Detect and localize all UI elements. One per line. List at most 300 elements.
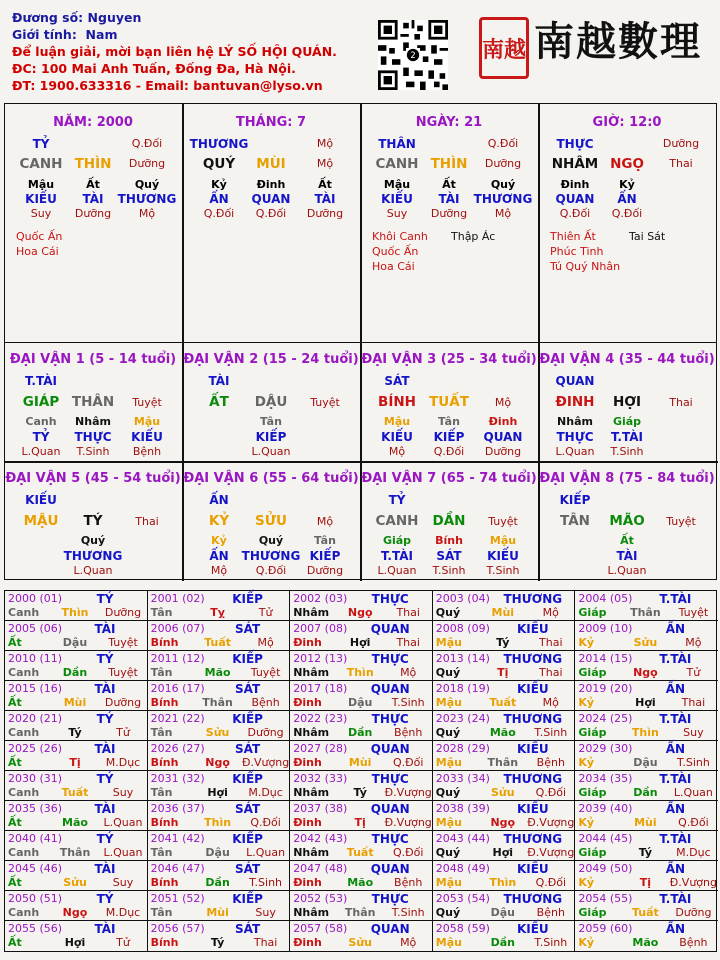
dai-van-stage: Tuyệt (666, 515, 696, 528)
year-branch: Tị (354, 816, 366, 829)
hidden-ten-god: ẤN (209, 192, 229, 206)
star-label: Tai Sát (629, 230, 666, 243)
hidden-ten-god: KIẾP (309, 549, 341, 563)
year-branch: Tuất (346, 846, 374, 859)
year-branch: Mão (489, 726, 516, 739)
year-cell (5, 711, 148, 741)
year-branch: Mùi (491, 606, 515, 619)
dai-van-stage: Tuyệt (488, 515, 518, 528)
dai-van-stem: CANH (375, 513, 419, 529)
year-cell (575, 771, 718, 801)
year-stage: Dưỡng (104, 696, 142, 709)
year-ten-god: THỰC (371, 592, 409, 606)
year-branch: Tuất (204, 636, 231, 649)
dai-van-ten-god: TÀI (208, 374, 230, 388)
year-cell (290, 681, 433, 711)
year-label: 2023 (24) (435, 712, 490, 725)
year-stem: Giáp (578, 726, 607, 739)
hidden-stage: Mộ (138, 207, 156, 220)
year-label: 2003 (04) (435, 592, 490, 605)
year-branch: Dậu (490, 906, 515, 919)
year-stage: Tuyệt (250, 666, 281, 679)
year-branch: Tuất (631, 906, 659, 919)
year-cell (290, 831, 433, 861)
hidden-stem: Ất (86, 178, 100, 191)
dai-van-branch: MÃO (609, 513, 645, 529)
year-branch: Dậu (205, 846, 230, 859)
year-branch: Hợi (64, 936, 86, 949)
hidden-ten-god: ẤN (209, 549, 229, 563)
year-label: 2035 (36) (8, 802, 63, 815)
year-branch: Dậu (633, 756, 658, 769)
pillar-stage-top: Q.Đối (131, 137, 163, 150)
year-ten-god: KIẾP (232, 712, 263, 726)
dai-van-branch: SỬU (255, 513, 287, 529)
year-branch: Sửu (633, 636, 658, 649)
dai-van-stage: Tuyệt (132, 396, 162, 409)
svg-text:2: 2 (410, 50, 416, 61)
pillar-stem: QUÝ (202, 156, 236, 172)
year-stem: Ất (8, 816, 22, 829)
year-stem: Nhâm (293, 726, 330, 739)
pillar-stage-right: Dưỡng (128, 157, 166, 170)
year-stage: T.Sinh (391, 906, 425, 919)
year-cell (290, 801, 433, 831)
year-cell (148, 681, 291, 711)
dai-van-stage: Mộ (316, 515, 334, 528)
year-label: 2018 (19) (435, 682, 490, 695)
dai-van-title: ĐẠI VẬN 1 (5 - 14 tuổi) (9, 352, 177, 367)
year-label: 2034 (35) (578, 772, 633, 785)
year-stage: Tử (258, 606, 273, 619)
year-cell (5, 891, 148, 921)
year-label: 2048 (49) (435, 862, 490, 875)
star-label: Khôi Canh (372, 230, 428, 243)
year-stage: T.Sinh (534, 726, 568, 739)
year-stem: Canh (8, 666, 40, 679)
year-stage: L.Quan (103, 846, 143, 859)
dai-van-stem: GIÁP (22, 394, 60, 410)
year-ten-god: KIẾP (232, 772, 263, 786)
hidden-stage: L.Quan (21, 445, 61, 458)
year-branch: Thìn (489, 876, 517, 889)
hidden-ten-god: QUAN (251, 192, 291, 206)
year-ten-god: QUAN (370, 802, 410, 816)
year-stage: Thai (396, 606, 420, 619)
hidden-stem: Tân (260, 415, 282, 428)
hidden-stage: Q.Đối (433, 445, 465, 458)
year-cell (5, 621, 148, 651)
year-stage: Bệnh (536, 756, 565, 769)
hidden-stem: Ất (442, 178, 456, 191)
year-label: 2040 (41) (8, 832, 63, 845)
dai-van-branch: TUẤT (429, 394, 469, 410)
dai-van-stage: Thai (669, 396, 693, 409)
year-ten-god: KIẾU (516, 922, 549, 936)
dai-van-cell (361, 462, 539, 580)
hidden-stage: L.Quan (73, 564, 113, 577)
year-label: 2008 (09) (435, 622, 490, 635)
brand-seal-icon: 南越 (479, 17, 529, 79)
year-stem: Giáp (578, 846, 607, 859)
year-label: 2037 (38) (293, 802, 348, 815)
year-stem: Ất (8, 876, 22, 889)
year-ten-god: TỶ (96, 712, 114, 726)
year-stem: Bính (150, 636, 179, 649)
year-branch: Hợi (492, 846, 514, 859)
year-stem: Ất (8, 636, 22, 649)
header-info (12, 9, 337, 94)
hidden-stem: Kỷ (211, 534, 227, 547)
hidden-ten-god: TÀI (82, 192, 104, 206)
contact-invite: Để luận giải, mời bạn liên hệ LÝ SỐ HỘI QUÁN. (12, 44, 337, 59)
year-stage: Suy (255, 906, 276, 919)
year-ten-god: ẤN (665, 922, 686, 936)
year-ten-god: TỶ (96, 892, 114, 906)
year-stage: Đ.Vượng (669, 876, 717, 889)
hidden-stem: Canh (25, 415, 57, 428)
year-stage: Bệnh (536, 906, 565, 919)
year-ten-god: T.TÀI (659, 592, 692, 606)
year-cell (433, 711, 576, 741)
hidden-stage: Suy (30, 207, 52, 220)
pillar-stem: NHÂM (551, 156, 599, 172)
year-label: 2042 (43) (293, 832, 348, 845)
year-ten-god: T.TÀI (659, 652, 692, 666)
year-stem: Bính (150, 876, 179, 889)
year-stem: Giáp (578, 666, 607, 679)
year-ten-god: KIẾP (232, 592, 263, 606)
year-stage: L.Quan (246, 846, 286, 859)
year-stem: Đinh (293, 876, 322, 889)
dai-van-branch: TÝ (83, 513, 103, 529)
year-stage: Q.Đối (678, 816, 709, 829)
pillar-title: NĂM: 2000 (53, 115, 133, 130)
year-stem: Quý (435, 606, 461, 619)
year-cell (575, 621, 718, 651)
year-cell (5, 591, 148, 621)
year-stem: Đinh (293, 696, 322, 709)
hidden-stem: Quý (80, 534, 106, 547)
contact-phone-email: ĐT: 1900.633316 - Email: bantuvan@lyso.vn (12, 78, 323, 93)
hidden-ten-god: QUAN (555, 192, 595, 206)
dai-van-stage: Thai (135, 515, 159, 528)
year-ten-god: KIẾU (516, 682, 549, 696)
star-label: Quốc Ấn (16, 230, 63, 243)
year-branch: Thân (59, 846, 91, 859)
year-ten-god: THƯƠNG (503, 832, 563, 846)
hidden-ten-god: KIẾP (255, 430, 287, 444)
dai-van-cell (539, 462, 717, 580)
pillar-stage-right: Mộ (316, 157, 334, 170)
year-cell (148, 741, 291, 771)
hidden-ten-god: THƯƠNG (473, 192, 533, 206)
year-cell (433, 651, 576, 681)
dai-van-cell (5, 462, 183, 580)
year-stage: Đ.Vượng (527, 816, 575, 829)
year-stage: Dưỡng (675, 906, 712, 919)
dai-van-cell (183, 462, 361, 580)
year-branch: Dần (633, 786, 658, 799)
hidden-stem: Tân (438, 415, 460, 428)
hidden-ten-god: KIẾU (381, 430, 413, 444)
hidden-ten-god: TÀI (438, 192, 460, 206)
hidden-stem: Mậu (383, 415, 411, 428)
year-cell (575, 861, 718, 891)
year-ten-god: TÀI (94, 802, 116, 816)
year-branch: Mão (62, 816, 88, 829)
year-ten-god: TỶ (96, 592, 114, 606)
year-branch: Tị (639, 876, 652, 889)
year-stage: Đ.Vượng (384, 816, 432, 829)
year-stage: M.Dục (676, 846, 711, 859)
dai-van-title: ĐẠI VẬN 5 (45 - 54 tuổi) (5, 471, 181, 486)
year-stage: Mộ (542, 606, 559, 619)
year-ten-god: KIẾU (516, 862, 549, 876)
year-cell (290, 921, 433, 951)
year-label: 2036 (37) (150, 802, 205, 815)
year-ten-god: SÁT (235, 802, 261, 816)
hidden-stem: Mậu (383, 178, 411, 191)
hidden-stem: Mậu (133, 415, 161, 428)
year-stem: Tân (150, 666, 173, 679)
hidden-stem: Quý (490, 178, 516, 191)
year-stem: Đinh (293, 756, 322, 769)
year-stem: Bính (150, 756, 179, 769)
year-cell (575, 711, 718, 741)
year-cell (5, 921, 148, 951)
pillar-stem: CANH (19, 156, 63, 172)
hidden-stage: Q.Đối (255, 564, 287, 577)
year-branch: Dậu (347, 696, 373, 709)
year-label: 2026 (27) (150, 742, 205, 755)
year-stage: L.Quan (673, 786, 713, 799)
year-stage: M.Dục (248, 786, 283, 799)
year-cell (148, 831, 291, 861)
dai-van-cell (5, 343, 183, 461)
year-branch: Thân (630, 606, 661, 619)
year-branch: Thân (344, 906, 376, 919)
year-label: 2057 (58) (293, 922, 348, 935)
year-stem: Tân (150, 906, 173, 919)
year-stem: Nhâm (293, 846, 330, 859)
year-stem: Mậu (435, 756, 462, 769)
year-stage: Đ.Vượng (384, 786, 432, 799)
year-stage: Tử (686, 666, 701, 679)
year-stem: Bính (150, 696, 179, 709)
year-ten-god: ẤN (665, 622, 686, 636)
year-cell (433, 741, 576, 771)
dai-van-ten-god: SÁT (384, 374, 410, 388)
four-pillars-table (4, 103, 717, 343)
hidden-stage: T.Sinh (432, 564, 466, 577)
year-stem: Đinh (293, 936, 322, 949)
year-stem: Ất (8, 756, 22, 769)
dai-van-stem: ĐINH (555, 394, 595, 410)
year-label: 2015 (16) (8, 682, 63, 695)
year-cell (5, 681, 148, 711)
year-stem: Kỷ (578, 756, 595, 769)
dai-van-branch: DẦN (432, 513, 466, 529)
year-branch: Ngọ (205, 756, 230, 769)
hidden-stage: Q.Đối (559, 207, 591, 220)
year-label: 2022 (23) (293, 712, 348, 725)
dai-van-title: ĐẠI VẬN 8 (75 - 84 tuổi) (539, 471, 715, 486)
year-stem: Quý (435, 726, 461, 739)
year-cell (433, 861, 576, 891)
year-label: 2016 (17) (150, 682, 205, 695)
hidden-stage: Bệnh (132, 445, 162, 458)
year-cell (575, 681, 718, 711)
year-stem: Canh (8, 726, 40, 739)
year-label: 2014 (15) (578, 652, 633, 665)
year-ten-god: T.TÀI (659, 772, 692, 786)
year-ten-god: TÀI (94, 742, 116, 756)
dai-van-title: ĐẠI VẬN 2 (15 - 24 tuổi) (183, 352, 359, 367)
year-stage: T.Sinh (249, 876, 283, 889)
hidden-ten-god: THƯƠNG (241, 549, 301, 563)
year-stem: Canh (8, 786, 40, 799)
year-label: 2005 (06) (8, 622, 63, 635)
dai-van-ten-god: KIẾU (25, 493, 57, 507)
year-cell (5, 651, 148, 681)
year-label: 2029 (30) (578, 742, 633, 755)
hidden-ten-god: KIẾU (25, 192, 57, 206)
hidden-ten-god: TÀI (616, 549, 638, 563)
hidden-stem: Kỷ (211, 178, 227, 191)
year-branch: Mùi (348, 756, 372, 769)
year-ten-god: TÀI (94, 862, 116, 876)
year-stem: Kỷ (578, 636, 595, 649)
year-ten-god: SÁT (235, 922, 261, 936)
dai-van-title: ĐẠI VẬN 4 (35 - 44 tuổi) (539, 352, 715, 367)
hidden-stem: Kỷ (619, 178, 635, 191)
year-ten-god: QUAN (370, 742, 410, 756)
year-stem: Nhâm (293, 786, 330, 799)
year-branch: Thìn (61, 606, 89, 619)
year-stage: Q.Đối (250, 816, 281, 829)
year-cell (575, 651, 718, 681)
year-stem: Giáp (578, 906, 607, 919)
year-cell (290, 741, 433, 771)
year-branch: Ngọ (62, 906, 88, 919)
year-ten-god: QUAN (370, 682, 410, 696)
hidden-stage: T.Sinh (486, 564, 520, 577)
year-stage: M.Dục (105, 906, 141, 919)
dai-van-table (4, 342, 717, 580)
year-cell (290, 591, 433, 621)
pillar-title: THÁNG: 7 (235, 115, 307, 130)
pillar-ten-god: THÂN (378, 137, 416, 151)
year-stage: Thai (539, 666, 563, 679)
year-stage: Q.Đối (535, 876, 567, 889)
year-branch: Dần (490, 936, 515, 949)
year-stem: Kỷ (578, 816, 595, 829)
year-cell (433, 891, 576, 921)
year-branch: Tý (353, 786, 367, 799)
year-label: 2046 (47) (150, 862, 205, 875)
year-branch: Mão (632, 936, 659, 949)
year-cell (575, 591, 718, 621)
year-stem: Tân (150, 726, 173, 739)
year-branch: Dần (347, 726, 373, 739)
dai-van-cell (183, 343, 361, 461)
year-label: 2017 (18) (293, 682, 348, 695)
year-label: 2025 (26) (8, 742, 63, 755)
year-label: 2006 (07) (150, 622, 205, 635)
hidden-ten-god: SÁT (436, 549, 462, 563)
year-branch: Tý (210, 936, 225, 949)
year-stem: Tân (150, 846, 173, 859)
pillar-ten-god: THƯƠNG (189, 137, 249, 151)
year-label: 2041 (42) (150, 832, 205, 845)
dai-van-title: ĐẠI VẬN 7 (65 - 74 tuổi) (361, 471, 537, 486)
hidden-ten-god: T.TÀI (381, 549, 413, 563)
year-cell (433, 591, 576, 621)
dai-van-branch: HỢI (612, 394, 642, 410)
year-ten-god: THỰC (371, 832, 409, 846)
hidden-stem: Đinh (256, 178, 286, 191)
year-stem: Giáp (578, 786, 607, 799)
year-ten-god: THƯƠNG (503, 712, 563, 726)
year-ten-god: THƯƠNG (503, 592, 563, 606)
hidden-stem: Đinh (560, 178, 590, 191)
dai-van-stage: Mộ (494, 396, 512, 409)
year-cell (148, 891, 291, 921)
qr-code-icon[interactable] (378, 20, 448, 90)
year-label: 2032 (33) (293, 772, 348, 785)
year-label: 2027 (28) (293, 742, 348, 755)
hidden-stage: T.Sinh (76, 445, 110, 458)
year-cell (575, 801, 718, 831)
year-stage: Mộ (685, 636, 702, 649)
pillar-branch: THÌN (74, 156, 112, 172)
year-stem: Giáp (578, 606, 607, 619)
year-branch: Dậu (62, 636, 88, 649)
year-stem: Quý (435, 846, 461, 859)
pillar-cell (5, 104, 183, 342)
year-stem: Tân (150, 606, 173, 619)
year-stem: Mậu (435, 696, 462, 709)
year-cell (433, 771, 576, 801)
year-stem: Quý (435, 786, 461, 799)
year-label: 2039 (40) (578, 802, 633, 815)
year-stem: Canh (8, 846, 40, 859)
year-cell (5, 831, 148, 861)
star-label: Quốc Ấn (372, 245, 419, 258)
pillar-branch: THÌN (430, 156, 468, 172)
hidden-ten-god: KIẾU (381, 192, 413, 206)
year-stage: Bệnh (394, 726, 423, 739)
year-cell (290, 651, 433, 681)
year-label: 2009 (10) (578, 622, 633, 635)
hidden-stage: Dưỡng (306, 564, 344, 577)
dai-van-stem: BÍNH (378, 394, 416, 410)
year-cell (575, 831, 718, 861)
year-cell (433, 921, 576, 951)
year-ten-god: KIẾP (232, 832, 263, 846)
year-stem: Ất (8, 696, 22, 709)
year-ten-god: SÁT (235, 622, 261, 636)
year-cell (575, 891, 718, 921)
year-ten-god: TÀI (94, 922, 116, 936)
hidden-stage: L.Quan (607, 564, 647, 577)
year-stage: T.Sinh (534, 936, 568, 949)
year-cell (433, 681, 576, 711)
year-branch: Mùi (206, 906, 229, 919)
year-cell (5, 741, 148, 771)
hidden-ten-god: TÀI (314, 192, 336, 206)
